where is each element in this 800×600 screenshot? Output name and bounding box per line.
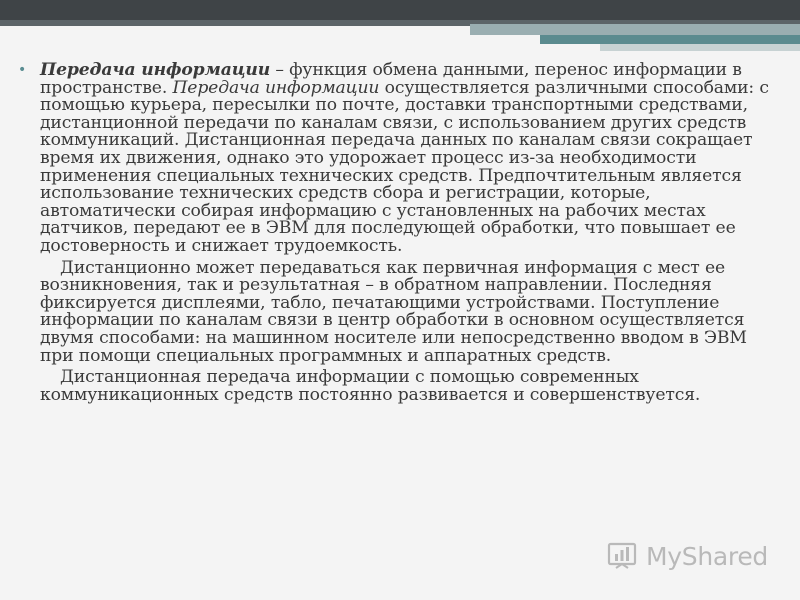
watermark-text: MyShared bbox=[646, 541, 768, 571]
paragraph-2: Дистанционно может передаваться как первичная информация с мест ее возникновения, так и результатная – в обратном направлении. Последняя фиксируется дисплеями, табло, печатающими устройствами. Поступление информации по каналам связи в центр обработки в основном осуществляется двумя способами: на машинном носителе или непосредственно вводом в ЭВМ при помощи специальных программных и аппаратных средств. bbox=[40, 257, 747, 366]
header-accent-bars bbox=[470, 24, 800, 58]
top-bar bbox=[0, 0, 800, 20]
paragraph-1-definition: – функция обмена данными, перенос информации в пространстве. bbox=[40, 60, 742, 98]
header-accent-bar-pale bbox=[600, 44, 800, 51]
header-accent-bar-light bbox=[470, 24, 800, 35]
term-information-transfer: Передача информации bbox=[40, 60, 271, 80]
slide-content bbox=[18, 62, 778, 408]
myshared-logo-icon bbox=[606, 540, 638, 572]
paragraph-1 bbox=[18, 62, 778, 256]
paragraph-3: Дистанционная передача информации с помощью современных коммуникационных средств постоянно развивается и совершенствуется. bbox=[40, 367, 701, 405]
header-accent-bar-teal bbox=[540, 35, 800, 44]
myshared-watermark bbox=[606, 535, 768, 577]
bullet-icon: • bbox=[18, 62, 27, 78]
paragraph-1-body: осуществляется различными способами: с помощью курьера, пересылки по почте, доставки транспортными средствами, дистанционной передачи по каналам связи, с использованием других средств коммуникаций. Дистанционная передача данных по каналам связи сокращает время их движения, однако это удорожает процесс из-за необходимости применения специальных технических средств. Предпочтительным является использование технических средств сбора и регистрации, которые, автоматически собирая информацию с установленных на рабочих местах датчиков, передают ее в ЭВМ для последующей обработки, что повышает ее достоверность и снижает трудоемкость. bbox=[40, 77, 769, 256]
term-information-transfer-repeat: Передача информации bbox=[172, 77, 380, 98]
